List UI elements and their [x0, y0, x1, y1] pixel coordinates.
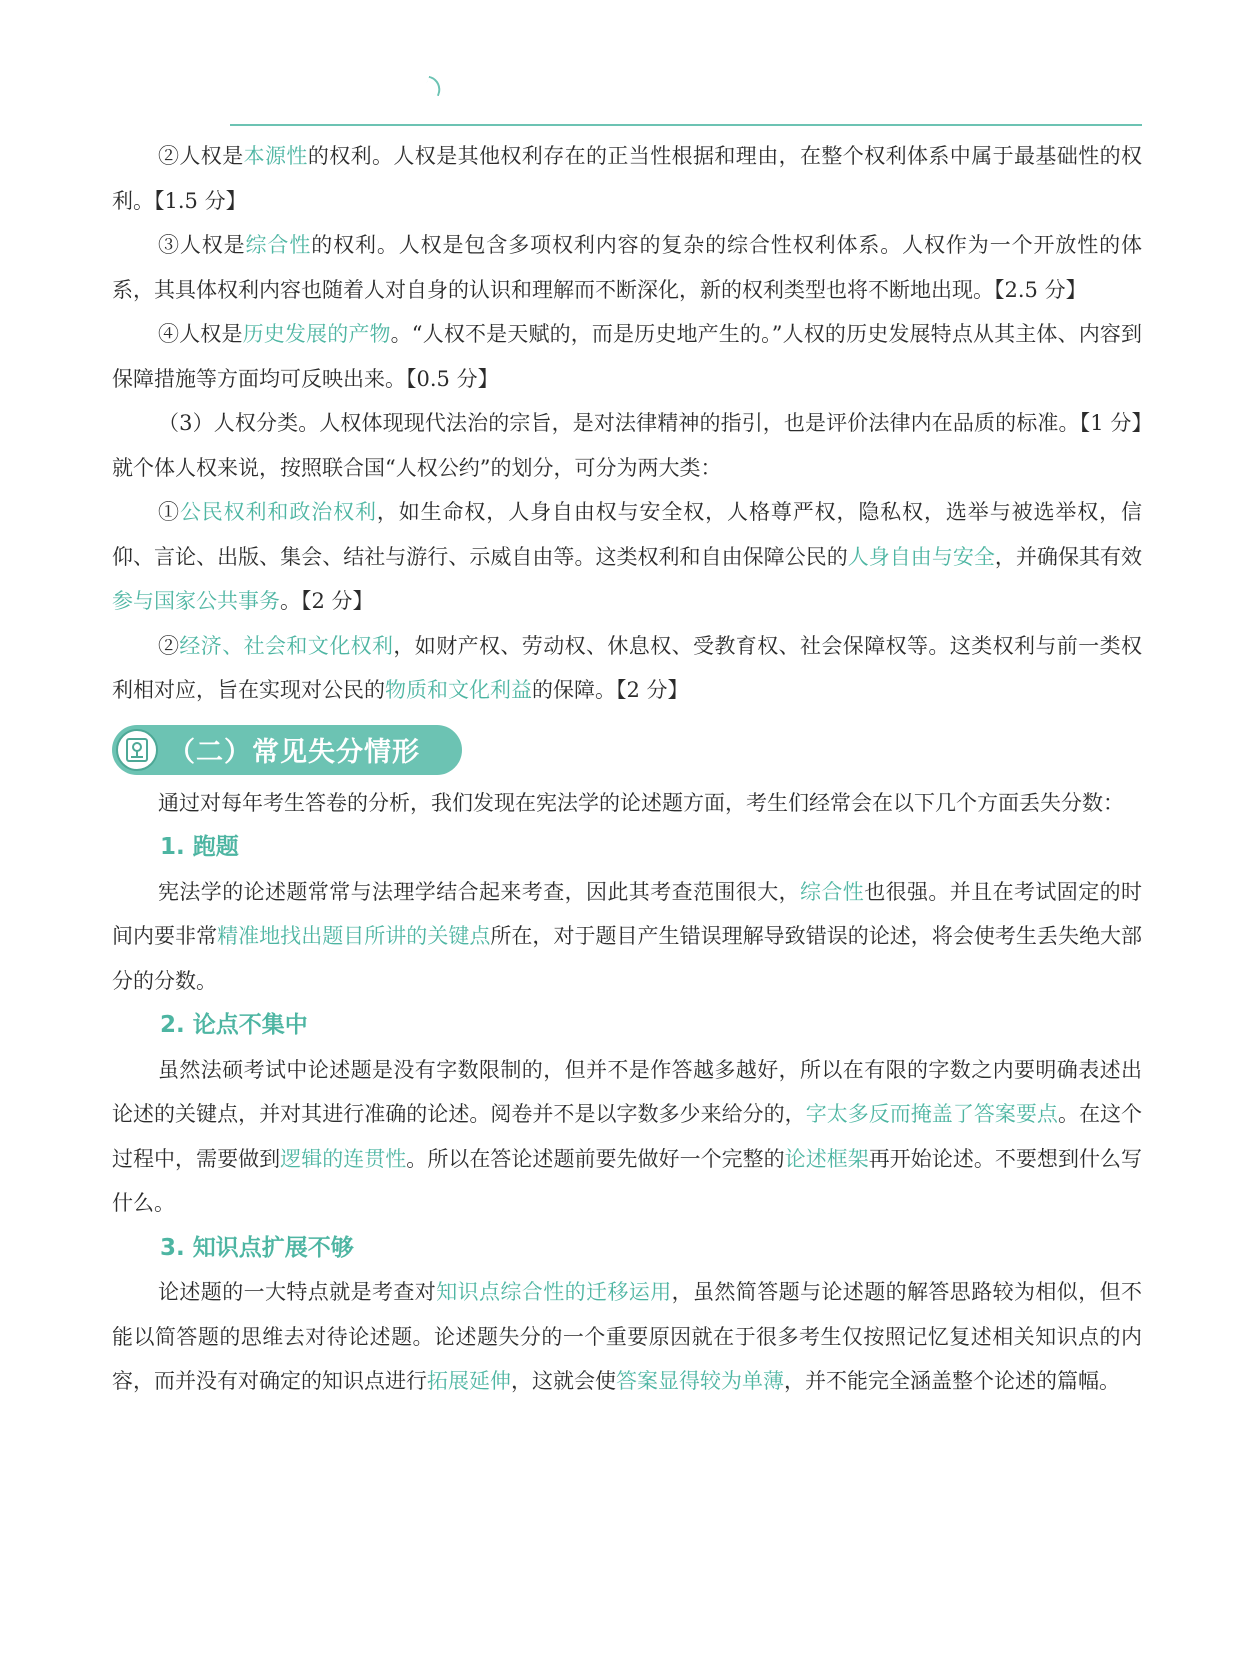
item-body-insufficient-extension: 论述题的一大特点就是考查对知识点综合性的迁移运用，虽然简答题与论述题的解答思路较为相似，但不能以简答题的思维去对待论述题。论述题失分的一个重要原因就在于很多考生仅按照记忆复述相关知识点的内容，而并没有对确定的知识点进行拓展延伸，这就会使答案显得较为单薄，并不能完全涵盖整个论述的篇幅。 [112, 1280, 1143, 1393]
item-body-off-topic: 宪法学的论述题常常与法理学结合起来考查，因此其考查范围很大，综合性也很强。并且在考试固定的时间内要非常精准地找出题目所讲的关键点所在，对于题目产生错误理解导致错误的论述，将会使考生丢失绝大部分的分数。 [112, 879, 1143, 993]
paragraph-economic-social-rights: ②经济、社会和文化权利，如财产权、劳动权、休息权、受教育权、社会保障权等。这类权利与前一类权利相对应，旨在实现对公民的物质和文化利益的保障。【2 分】 [112, 633, 1143, 702]
header-rule [230, 124, 1142, 126]
intro-paragraph: 通过对每年考生答卷的分析，我们发现在宪法学的论述题方面，考生们经常会在以下几个方面丢失分数： [158, 790, 1124, 815]
paragraph-origin-right: ②人权是本源性的权利。人权是其他权利存在的正当性根据和理由，在整个权利体系中属于最基础性的权利。【1.5 分】 [112, 144, 1143, 213]
paragraph-comprehensive-right: ③人权是综合性的权利。人权是包含多项权利内容的复杂的综合性权利体系。人权作为一个开放性的体系，其具体权利内容也随着人对自身的认识和理解而不断深化，新的权利类型也将不断地出现。【2.5 分】 [112, 233, 1143, 302]
item-heading-unfocused: 2. 论点不集中 [160, 1012, 308, 1038]
section-heading [112, 725, 462, 775]
document-icon [116, 729, 158, 771]
item-heading-insufficient-extension: 3. 知识点扩展不够 [160, 1234, 354, 1261]
item-heading-off-topic: 1. 跑题 [160, 834, 239, 860]
paragraph-historical-product: ④人权是历史发展的产物。“人权不是天赋的，而是历史地产生的。”人权的历史发展特点从其主体、内容到保障措施等方面均可反映出来。【0.5 分】 [112, 322, 1143, 391]
page-content [112, 134, 1142, 1404]
item-body-unfocused: 虽然法硕考试中论述题是没有字数限制的，但并不是作答越多越好，所以在有限的字数之内要明确表述出论述的关键点，并对其进行准确的论述。阅卷并不是以字数多少来给分的，字太多反而掩盖了答案要点。在这个过程中，需要做到逻辑的连贯性。所以在答论述题前要先做好一个完整的论述框架再开始论述。不要想到什么写什么。 [112, 1057, 1143, 1215]
paragraph-civil-political-rights: ①公民权利和政治权利，如生命权，人身自由权与安全权，人格尊严权，隐私权，选举与被选举权，信仰、言论、出版、集会、结社与游行、示威自由等。这类权利和自由保障公民的人身自由与安全，并确保其有效参与国家公共事务。【2 分】 [112, 500, 1143, 613]
section-title: （二）常见失分情形 [168, 737, 420, 768]
paragraph-classification: （3）人权分类。人权体现现代法治的宗旨，是对法律精神的指引，也是评价法律内在品质的标准。【1 分】就个体人权来说，按照联合国“人权公约”的划分，可分为两大类： [112, 411, 1142, 480]
header-ornament [424, 76, 445, 97]
